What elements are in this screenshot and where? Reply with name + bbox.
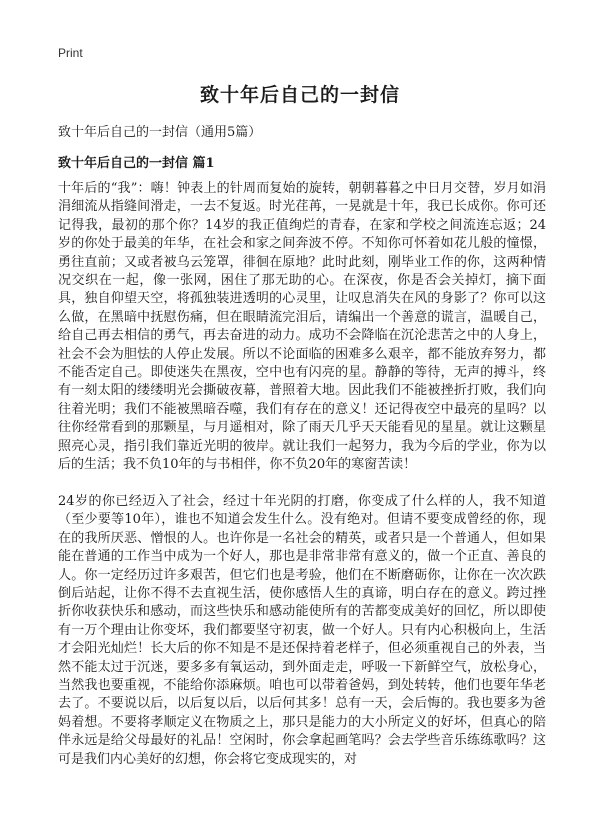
body-paragraph-2: 24岁的你已经迈入了社会，经过十年光阴的打磨，你变成了什么样的人，我不知道（至少要等10年），谁也不知道会发生什么。没有绝对。但请不要变成曾经的你，现在的我所厌恶、憎恨的人。也许你是一名社会的精英，或者只是一个普通人，但如果能在普通的工作当中成为一个好人，那也是非常非常有意义的，做一个正直、善良的人。你一定经历过许多艰苦，但它们也是考验，他们在不断磨砺你，让你在一次次跌倒后站起，让你不得不去直视生活，使你感悟人生的真谛，明白存在的意义。跨过挫折你收获快乐和感动，而这些快乐和感动能使所有的苦都变成美好的回忆，所以即使有一万个理由让你变坏，我们都要坚守初衷，做一个好人。只有内心积极向上，生活才会阳光灿烂！长大后的你不知是不是还保持着老样子，但必须重视自己的外表，当然不能太过于沉迷，要多多有氧运动，到外面走走，呼吸一下新鲜空气，放松身心，当然我也要重视，不能给你添麻烦。咱也可以带着爸妈，到处转转，他们也要年华老去了。不要说以后，以后复以后，以后何其多！总有一天，会后悔的。我也要多为爸妈着想。不要将孝顺定义在物质之上，那只是能力的大小所定义的好坏，但真心的陪伴永远是给父母最好的礼品！空闲时，你会拿起画笔吗？会去学些音乐练练歌吗？这可是我们内心美好的幻想，你会将它变成现实的，对 [58,494,546,767]
body-paragraph-1: 十年后的“我”：嗨！钟表上的针周而复始的旋转，朝朝暮暮之中日月交替，岁月如涓涓细流从指缝间滑走，一去不复返。时光荏苒，一晃就是十年，我已长成你。你可还记得我，最初的那个你？14岁的我正值绚烂的青春，在家和学校之间流连忘返；24岁的你处于最美的年华，在社会和家之间奔波不停。不知你可怀着如花儿般的憧憬，勇往直前；又或者被乌云笼罩，徘徊在原地？此时此刻，刚毕业工作的你，这两种情况交织在一起，像一张网，困住了那无助的心。在深夜，你是否会关掉灯，摘下面具，独自仰望天空，将孤独装进透明的心灵里，让叹息消失在风的身影了？你可以这么做，在黑暗中抚慰伤痛，但在眼睛流完泪后，请编出一个善意的谎言，温暖自己，给自己再去相信的勇气，再去奋进的动力。成功不会降临在沉沦悲苦之中的人身上，社会不会为胆怯的人停止发展。所以不论面临的困难多么艰辛，都不能放弃努力，都不能否定自己。即使迷失在黑夜，空中也有闪亮的星。静静的等待，无声的搏斗，终有一刻太阳的缕缕明光会撕破夜幕，普照着大地。因此我们不能被挫折打败，我们向往着光明；我们不能被黑暗吞噬，我们有存在的意义！还记得夜空中最亮的星吗？以往你经常看到的那颗星，与月遥相对，除了雨天几乎天天能看见的星星。就让这颗星照亮心灵，指引我们靠近光明的彼岸。就让我们一起努力，我为今后的学业，你为以后的生活；我不负10年的与书相伴，你不负20年的寒窗苦读！ [58,181,546,473]
print-label[interactable]: Print [58,46,83,60]
document-title: 致十年后自己的一封信 [199,84,400,106]
section-heading: 致十年后自己的一封信 篇1 [58,156,215,171]
document-subtitle: 致十年后自己的一封信（通用5篇） [58,125,262,140]
